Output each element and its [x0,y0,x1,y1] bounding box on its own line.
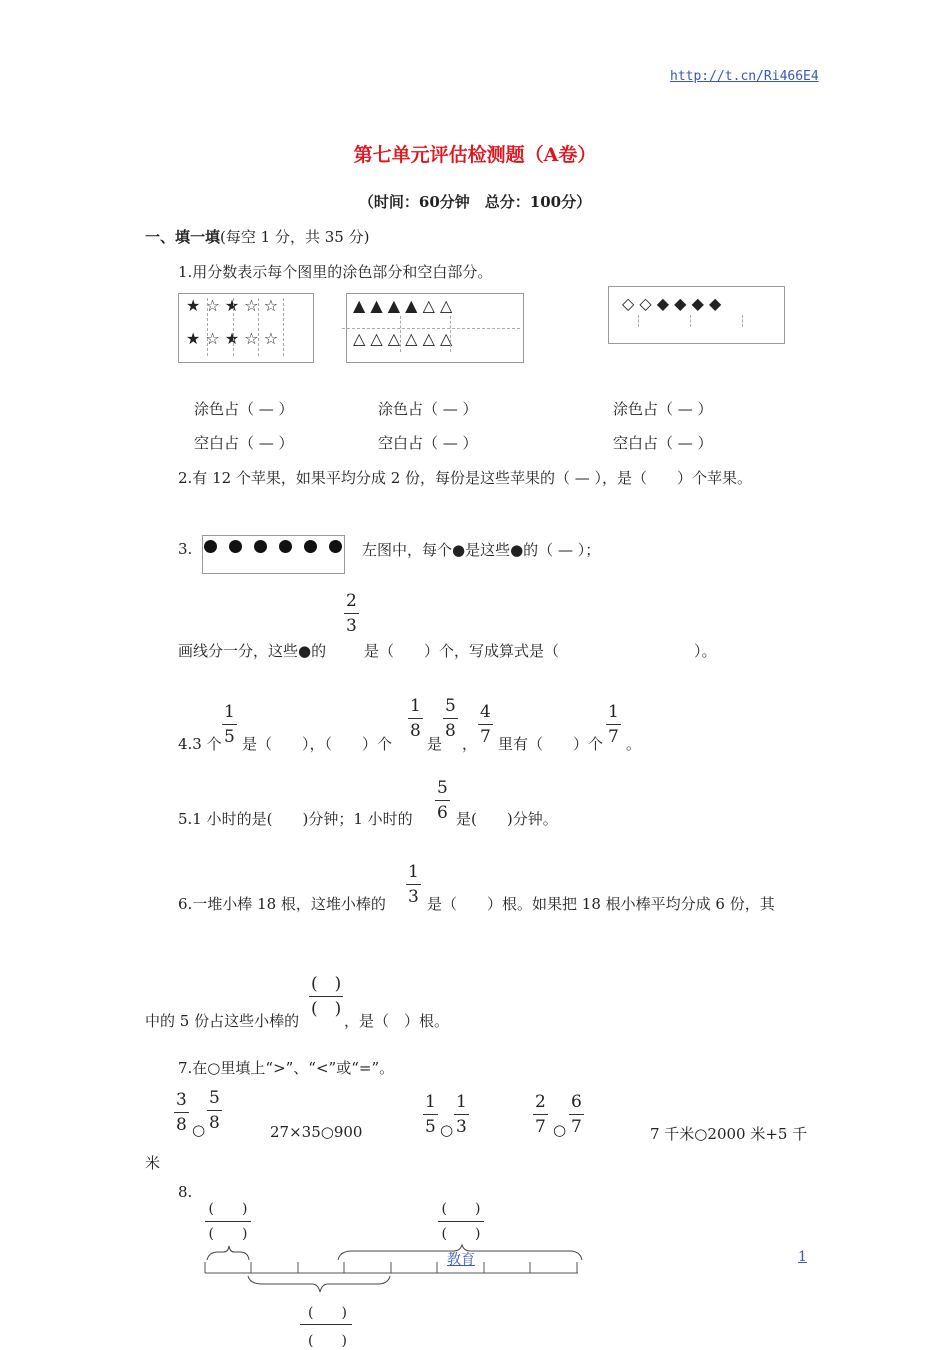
page-title: 第七单元评估检测题（A卷） [353,144,597,166]
q1-blank-1: 空白占（ — ） [194,434,294,452]
q4-part-d: ， [462,735,478,753]
q3-line2a: 画线分一分，这些●的 [178,642,327,660]
fraction-numerator: 2 [344,589,359,614]
fraction-denominator: 7 [535,1117,546,1137]
fraction-numerator: 1 [406,860,421,885]
q8-blank-bottom-numerator: ( ) [308,1305,347,1321]
fraction-denominator: 7 [571,1117,582,1137]
page-subtitle: （时间：60分钟 总分：100分） [358,193,592,211]
fraction-denominator: 6 [437,803,448,823]
q3-text: 左图中，每个●是这些●的（ — ）； [362,541,601,559]
fraction-numerator: 6 [569,1090,584,1115]
q4-part-f: 。 [626,735,642,753]
fraction-numerator: 3 [174,1088,189,1113]
fraction-denominator: 8 [209,1113,220,1133]
fraction-numerator: 4 [478,700,493,725]
q2-text: 2.有 12 个苹果，如果平均分成 2 份，每份是这些苹果的（ — ），是（ ）个苹果。 [178,469,753,487]
q1-blank-2: 空白占（ — ） [378,434,478,452]
q4-part-c: 是 [427,735,443,753]
fraction-numerator: ( ) [205,1197,251,1222]
q1-triangles-row2: △ △ △ △ △ △ [353,329,453,348]
fraction-denominator: 8 [410,721,421,741]
q8-number: 8. [178,1183,193,1201]
fraction-denominator: 7 [480,727,491,747]
fraction-numerator: ( ) [438,1197,484,1222]
fraction-denominator: 7 [608,727,619,747]
fraction-numerator: 1 [606,700,621,725]
footer-link[interactable]: 教育 [447,1252,475,1268]
fraction-numerator: 2 [533,1090,548,1115]
q7-p2: 27×35○900 [270,1123,363,1141]
fraction-denominator: 3 [456,1117,467,1137]
fraction-denominator: 3 [346,616,357,636]
fraction-numerator: 1 [222,700,237,725]
q4-part-a: 4.3 个 [178,735,222,753]
compare-circle[interactable]: ○ [192,1121,206,1139]
fraction-denominator: 8 [176,1115,187,1135]
fraction-numerator: 5 [443,694,458,719]
fraction-numerator: 5 [207,1086,222,1111]
compare-circle[interactable]: ○ [440,1121,454,1139]
fraction-denominator: 8 [445,721,456,741]
compare-circle[interactable]: ○ [553,1121,567,1139]
fraction-numerator: ( ) [309,972,343,997]
section-note: (每空 1 分，共 35 分) [220,228,370,246]
q7-text: 7.在○里填上“>”、“<”或“=”。 [178,1059,395,1077]
fraction-denominator: ( ) [311,999,342,1019]
fraction-denominator: 5 [224,727,235,747]
q4-part-e: 里有（ ）个 [498,735,604,753]
q5-part-b: 是( )分钟。 [456,810,558,828]
q1-stars-row2: ★ ☆ ★ ☆ ☆ [186,329,279,348]
fraction-denominator: 5 [425,1117,436,1137]
q7-p5: 7 千米○2000 米+5 千 [650,1125,808,1143]
q8-blank-bottom-denominator: ( ) [308,1333,347,1349]
q6-line2a: 中的 5 份占这些小棒的 [145,1012,300,1030]
q1-shaded-3: 涂色占（ — ） [613,400,713,418]
fraction-numerator: 5 [435,776,450,801]
q1-shaded-1: 涂色占（ — ） [194,400,294,418]
fraction-numerator: 1 [454,1090,469,1115]
q4-part-b: 是（ ），（ ）个 [242,735,393,753]
header-link[interactable]: http://t.cn/Ri466E4 [670,69,819,84]
q1-blank-3: 空白占（ — ） [613,434,713,452]
fraction-bar [300,1324,352,1325]
section-label: 一、填一填 [145,228,221,246]
q6-part-a: 6.一堆小棒 18 根，这堆小棒的 [178,895,386,913]
q1-text: 1.用分数表示每个图里的涂色部分和空白部分。 [178,263,493,281]
q5-part-a: 5.1 小时的是( )分钟；1 小时的 [178,810,413,828]
q6-line2b: ，是（ ）根。 [344,1012,450,1030]
fraction-denominator: ( ) [208,1226,248,1242]
q3-line2b: 是（ ）个，写成算式是（ ）。 [364,642,717,660]
q1-diamonds-row1: ◇ ◇ ◆ ◆ ◆ ◆ [622,294,722,313]
fraction-numerator: 1 [423,1090,438,1115]
fraction-denominator: 3 [408,887,419,907]
q1-triangles-row1: ▲ ▲ ▲ ▲ △ △ [353,296,453,315]
q3-number: 3. [178,540,193,558]
q7-p5-wrap: 米 [145,1154,161,1172]
q6-part-b: 是（ ）根。如果把 18 根小棒平均分成 6 份，其 [427,895,775,913]
q1-shaded-2: 涂色占（ — ） [378,400,478,418]
page-number: 1 [798,1249,807,1265]
fraction-denominator: ( ) [441,1226,481,1242]
fraction-numerator: 1 [408,694,423,719]
q1-stars-row1: ★ ☆ ★ ☆ ☆ [186,296,279,315]
